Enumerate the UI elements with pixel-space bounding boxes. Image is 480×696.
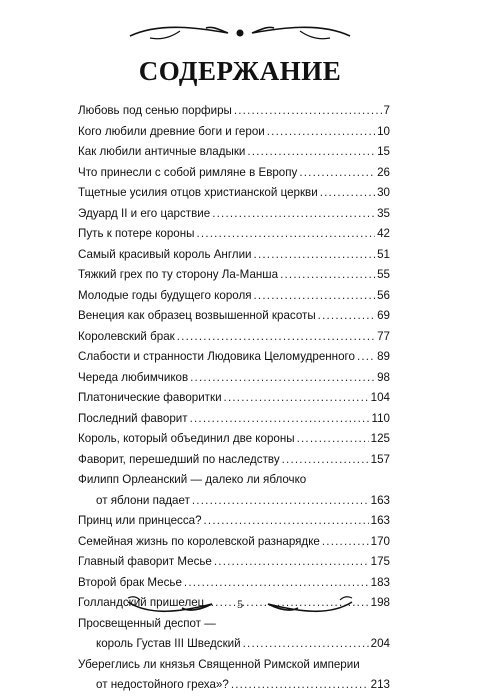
toc-entry-line bbox=[78, 675, 390, 696]
toc-entry-title: Молодые годы будущего короля bbox=[78, 288, 252, 302]
toc-dot-leader bbox=[214, 552, 369, 573]
toc-entry-line bbox=[78, 450, 390, 471]
toc-entry-title: Платонические фаворитки bbox=[78, 391, 222, 404]
toc-entry bbox=[78, 101, 390, 122]
toc-dot-leader bbox=[254, 245, 376, 266]
toc-entry-title: Просвещенный деспот — bbox=[78, 616, 216, 630]
toc-entry bbox=[78, 204, 390, 225]
toc-dot-leader bbox=[267, 122, 375, 143]
toc-entry-page: 110 bbox=[371, 411, 390, 425]
page-number: 5 bbox=[237, 597, 243, 611]
toc-entry-page: 51 bbox=[377, 247, 390, 261]
toc-entry bbox=[78, 470, 390, 511]
toc-dot-leader bbox=[212, 204, 375, 225]
toc-entry-title: Слабости и странности Людовика Целомудренного bbox=[78, 350, 355, 363]
toc-entry-line bbox=[78, 286, 390, 307]
toc-dot-leader bbox=[299, 163, 375, 184]
toc-entry-title: Как любили античные владыки bbox=[78, 145, 246, 158]
toc-dot-leader bbox=[280, 265, 375, 286]
toc-entry-page: 77 bbox=[377, 329, 390, 343]
toc-entry-title: Голландский пришелец bbox=[78, 596, 205, 609]
toc-entry bbox=[78, 347, 390, 368]
toc-entry-line bbox=[78, 511, 390, 532]
toc-entry-line bbox=[78, 204, 390, 225]
toc-entry-line bbox=[78, 429, 390, 450]
toc-entry-page: 204 bbox=[370, 637, 390, 650]
toc-entry-page: 42 bbox=[377, 227, 390, 240]
toc-dot-leader bbox=[190, 409, 370, 430]
toc-entry bbox=[78, 224, 390, 245]
toc-entry bbox=[78, 122, 390, 143]
toc-dot-leader bbox=[204, 511, 369, 532]
toc-dot-leader bbox=[177, 327, 375, 348]
toc-entry-page: 213 bbox=[370, 678, 390, 691]
toc-entry bbox=[78, 163, 390, 184]
toc-dot-leader bbox=[320, 183, 375, 204]
toc-entry bbox=[78, 306, 390, 327]
page-title: СОДЕРЖАНИЕ bbox=[138, 56, 342, 86]
toc-entry-line bbox=[78, 101, 390, 122]
toc-entry bbox=[78, 655, 390, 696]
toc-entry-title: Последний фаворит bbox=[78, 411, 188, 425]
toc-entry-line bbox=[78, 388, 390, 409]
toc-entry-title: Что принесли с собой римляне в Европу bbox=[78, 165, 298, 179]
toc-entry-title: Королевский брак bbox=[78, 329, 175, 343]
toc-entry-page: 163 bbox=[370, 493, 390, 507]
toc-entry-title: Семейная жизнь по королевской разнарядке bbox=[78, 534, 320, 548]
toc-dot-leader bbox=[190, 368, 375, 389]
toc-entry bbox=[78, 368, 390, 389]
toc-entry-page: 69 bbox=[377, 309, 390, 322]
toc-entry-page: 7 bbox=[383, 104, 390, 117]
toc-entry-title: Любовь под сенью порфиры bbox=[78, 104, 232, 117]
toc-entry bbox=[78, 245, 390, 266]
toc-entry-title: Тяжкий грех по ту сторону Ла-Манша bbox=[78, 268, 279, 281]
toc-entry bbox=[78, 532, 390, 553]
toc-entry-title: Эдуард II и его царствие bbox=[78, 206, 211, 220]
toc-dot-leader bbox=[192, 491, 369, 512]
toc-entry-line bbox=[78, 409, 390, 430]
toc-entry-line bbox=[78, 224, 390, 245]
toc-entry bbox=[78, 511, 390, 532]
toc-entry-title: король Густав III Шведский bbox=[96, 637, 241, 650]
toc-entry-line bbox=[78, 655, 390, 676]
toc-entry bbox=[78, 286, 390, 307]
toc-entry bbox=[78, 327, 390, 348]
toc-entry-line bbox=[78, 491, 390, 512]
toc-entry-page: 104 bbox=[370, 391, 390, 404]
toc-entry-line bbox=[78, 142, 390, 163]
toc-dot-leader bbox=[282, 450, 369, 471]
toc-entry-title: Череда любимчиков bbox=[78, 370, 189, 384]
toc-entry bbox=[78, 409, 390, 430]
toc-entry-line bbox=[78, 347, 390, 368]
toc-dot-leader bbox=[297, 429, 369, 450]
toc-dot-leader bbox=[357, 347, 375, 368]
toc-entry bbox=[78, 552, 390, 573]
toc-dot-leader bbox=[247, 142, 375, 163]
toc-entry-line bbox=[78, 532, 390, 553]
toc-entry-line bbox=[78, 265, 390, 286]
toc-dot-leader bbox=[318, 306, 375, 327]
toc-entry-page: 125 bbox=[370, 432, 390, 445]
toc-entry-line bbox=[78, 183, 390, 204]
toc-entry-line bbox=[78, 122, 390, 143]
toc-entry-page: 10 bbox=[377, 124, 390, 138]
toc-entry bbox=[78, 183, 390, 204]
toc-entry-page: 163 bbox=[370, 514, 390, 527]
toc-entry-title: Король, который объединил две короны bbox=[78, 432, 295, 445]
toc-entry-line bbox=[78, 552, 390, 573]
toc-entry bbox=[78, 388, 390, 409]
toc-dot-leader bbox=[243, 634, 369, 655]
toc-entry bbox=[78, 142, 390, 163]
toc-entry-title: Второй брак Месье bbox=[78, 575, 182, 589]
toc-entry-line bbox=[78, 245, 390, 266]
toc-entry-page: 89 bbox=[377, 350, 390, 363]
toc-entry-page: 175 bbox=[370, 555, 390, 568]
toc-entry-line bbox=[78, 306, 390, 327]
toc-entry-title: Главный фаворит Месье bbox=[78, 555, 212, 568]
toc-entry-page: 56 bbox=[377, 288, 390, 302]
toc-dot-leader bbox=[234, 101, 382, 122]
toc-entry-title: от яблони падает bbox=[96, 493, 190, 507]
toc-entry-line bbox=[78, 327, 390, 348]
top-ornament-icon bbox=[120, 18, 360, 48]
toc-entry-page: 26 bbox=[377, 165, 390, 179]
toc-entry-title: Венеция как образец возвышенной красоты bbox=[78, 309, 316, 322]
toc-entry-title: Уберeглись ли князья Священной Римской империи bbox=[78, 657, 360, 671]
toc-dot-leader bbox=[322, 532, 369, 553]
toc-dot-leader bbox=[231, 675, 369, 696]
toc-entry-page: 98 bbox=[377, 370, 390, 384]
toc-dot-leader bbox=[197, 224, 376, 245]
toc-entry-page: 183 bbox=[370, 575, 390, 589]
toc-entry-title: Кого любили древние боги и герои bbox=[78, 124, 265, 138]
toc-entry-line bbox=[78, 368, 390, 389]
toc-entry bbox=[78, 450, 390, 471]
toc-dot-leader bbox=[254, 286, 376, 307]
toc-entry-title: от недостойного греха»? bbox=[96, 678, 229, 691]
toc-entry-page: 30 bbox=[377, 186, 390, 199]
toc-entry-page: 15 bbox=[377, 145, 390, 158]
toc-entry-title: Самый красивый король Англии bbox=[78, 247, 252, 261]
toc-entry-title: Тщетные усилия отцов христианской церкви bbox=[78, 186, 318, 199]
toc-entry-line bbox=[78, 634, 390, 655]
toc-entry-title: Филипп Орлеанский — далеко ли яблочко bbox=[78, 473, 307, 486]
toc-dot-leader bbox=[224, 388, 369, 409]
toc-entry-page: 198 bbox=[370, 596, 390, 609]
toc-entry-title: Фаворит, перешедший по наследству bbox=[78, 452, 280, 466]
toc-entry-page: 55 bbox=[377, 268, 390, 281]
toc-entry-page: 170 bbox=[370, 534, 390, 548]
toc-entry-title: Принц или принцесса? bbox=[78, 514, 202, 527]
toc-entry bbox=[78, 265, 390, 286]
toc-entry-title: Путь к потере короны bbox=[78, 227, 195, 240]
toc-entry-line bbox=[78, 163, 390, 184]
toc-entry-line bbox=[78, 470, 390, 491]
toc-entry-page: 35 bbox=[377, 206, 390, 220]
toc-entry-page: 157 bbox=[370, 452, 390, 466]
toc-entry bbox=[78, 429, 390, 450]
